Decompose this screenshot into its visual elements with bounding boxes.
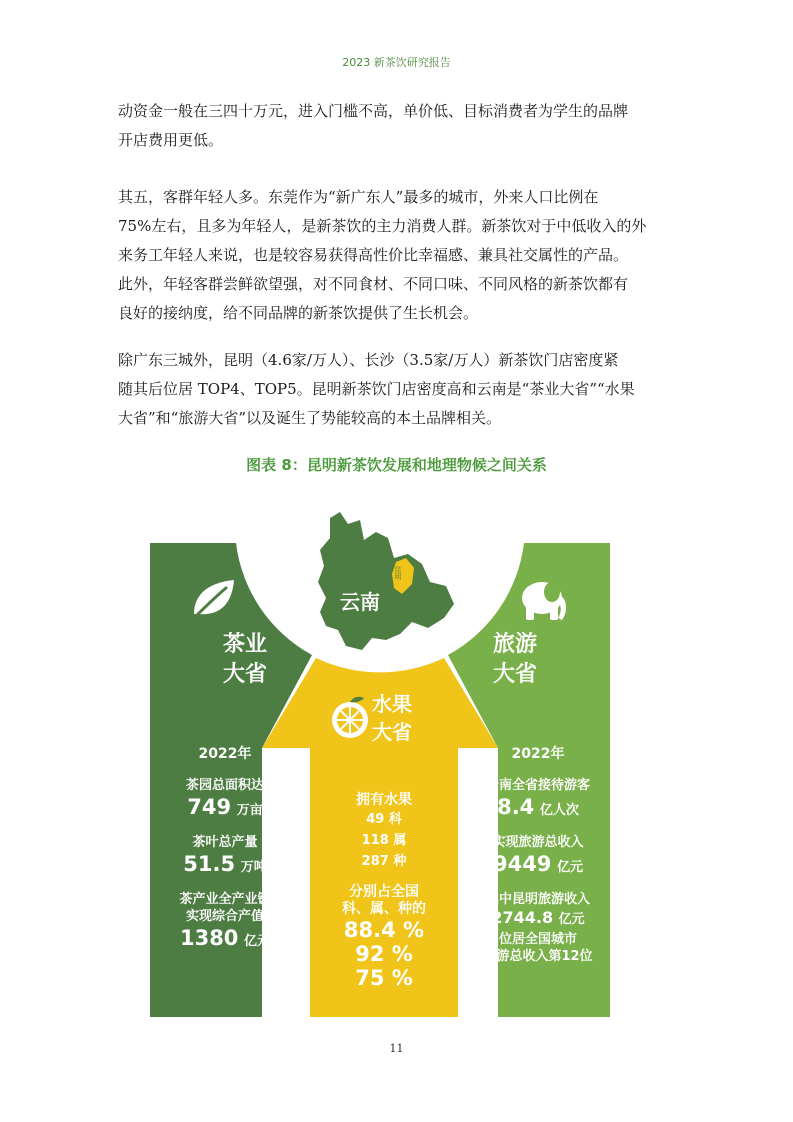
text-line: 动资金一般在三四十万元，进入门槛不高，单价低、目标消费者为学生的品牌 bbox=[118, 102, 629, 120]
fruit-column-edge bbox=[302, 748, 310, 1017]
tea-stat-label: 茶叶总产量 bbox=[192, 835, 258, 850]
page-header: 2023 新茶饮研究报告 bbox=[342, 56, 451, 69]
fruit-column-edge bbox=[458, 748, 466, 1017]
yunnan-map bbox=[318, 512, 454, 650]
fruit-label: 科、属、种的 bbox=[342, 901, 426, 917]
text-line: 开店费用更低。 bbox=[118, 131, 224, 149]
fruit-label: 分别占全国 bbox=[349, 884, 419, 900]
fruit-title-line: 水果 bbox=[372, 692, 412, 716]
tea-stats bbox=[150, 746, 300, 951]
tea-stat-label: 实现综合产值 bbox=[185, 909, 264, 924]
tea-stat-label: 茶产业全产业链 bbox=[179, 892, 271, 907]
paragraph-1 bbox=[118, 97, 678, 155]
fruit-title bbox=[372, 690, 442, 746]
fruit-count: 118 属 bbox=[361, 833, 407, 848]
page-number: 11 bbox=[389, 1042, 404, 1055]
fruit-stats bbox=[310, 792, 458, 990]
tourism-note: 旅游总收入第12位 bbox=[483, 949, 593, 964]
paragraph-3 bbox=[118, 346, 678, 433]
text-line: 随其后位居 TOP4、TOP5。昆明新茶饮门店密度高和云南是“茶业大省”“水果 bbox=[118, 380, 635, 398]
tourism-title-line: 大省 bbox=[492, 662, 537, 687]
text-line: 大省”和“旅游大省”以及诞生了势能较高的本土品牌相关。 bbox=[118, 409, 502, 427]
tea-stat-value: 1380 亿元 bbox=[179, 926, 271, 950]
tourism-stat-label: 其中昆明旅游收入 bbox=[485, 892, 590, 907]
fruit-percent: 75 % bbox=[355, 966, 413, 990]
text-line: 良好的接纳度，给不同品牌的新茶饮提供了生长机会。 bbox=[118, 304, 479, 322]
figure-title: 图表 8：昆明新茶饮发展和地理物候之间关系 bbox=[246, 456, 547, 474]
tea-stat-value: 749 万亩 bbox=[187, 795, 263, 819]
tea-stat-label: 茶园总面积达 bbox=[185, 778, 264, 793]
fruit-count: 49 科 bbox=[366, 812, 402, 827]
text-line: 其五，客群年轻人多。东莞作为“新广东人”最多的城市，外来人口比例在 bbox=[118, 188, 599, 206]
tourism-note: 位居全国城市 bbox=[498, 932, 577, 947]
infographic bbox=[150, 510, 610, 1020]
tourism-stat-label: 实现旅游总收入 bbox=[492, 835, 584, 850]
fruit-percent: 92 % bbox=[355, 942, 413, 966]
tourism-stat-label: 云南全省接待游客 bbox=[485, 778, 590, 793]
text-line: 除广东三城外，昆明（4.6家/万人）、长沙（3.5家/万人）新茶饮门店密度紧 bbox=[118, 351, 619, 369]
fruit-title-line: 大省 bbox=[372, 720, 412, 744]
tea-title-line: 茶业 bbox=[222, 632, 267, 657]
fruit-percent: 88.4 % bbox=[343, 918, 425, 942]
tourism-stats bbox=[466, 746, 610, 965]
text-line: 此外，年轻客群尝鲜欲望强，对不同食材、不同口味、不同风格的新茶饮都有 bbox=[118, 275, 629, 293]
text-line: 75%左右，且多为年轻人，是新茶饮的主力消费人群。新茶饮对于中低收入的外 bbox=[118, 217, 647, 235]
fruit-label: 拥有水果 bbox=[356, 792, 412, 808]
tea-title bbox=[205, 630, 285, 690]
tea-stat-value: 51.5 万吨 bbox=[183, 852, 267, 876]
paragraph-2 bbox=[118, 183, 678, 328]
text-line: 来务工年轻人来说，也是较容易获得高性价比幸福感、兼具社交属性的产品。 bbox=[118, 246, 629, 264]
tourism-title bbox=[475, 630, 555, 690]
tourism-stat-value: 9449 亿元 bbox=[492, 852, 584, 876]
tea-year: 2022年 bbox=[198, 746, 252, 762]
fruit-count: 287 种 bbox=[361, 854, 407, 869]
tourism-stat-value: 2744.8 亿元 bbox=[491, 908, 585, 927]
map-label: 云南 bbox=[340, 590, 380, 614]
tea-title-line: 大省 bbox=[222, 662, 267, 687]
tourism-title-line: 旅游 bbox=[492, 632, 537, 657]
tourism-year: 2022年 bbox=[511, 746, 565, 762]
tourism-stat-value: 8.4 亿人次 bbox=[497, 795, 579, 819]
city-label: 昆明 bbox=[394, 566, 402, 580]
